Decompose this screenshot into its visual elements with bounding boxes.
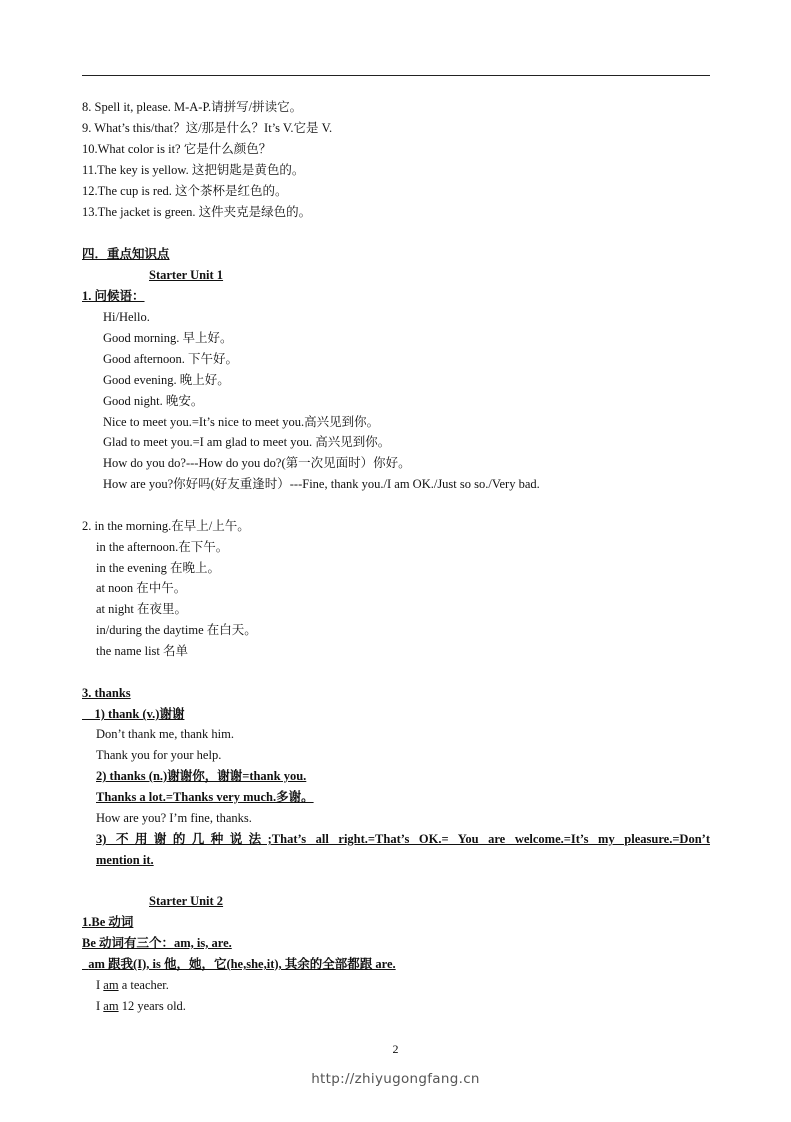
example-verb: am bbox=[103, 978, 119, 992]
example-subject: I bbox=[96, 978, 104, 992]
sentence-line-12: 12.The cup is red. 这个茶杯是红色的。 bbox=[82, 184, 288, 198]
be-verb-line: Be 动词有三个：am, is, are. bbox=[82, 936, 232, 950]
greeting-line: Glad to meet you.=I am glad to meet you. 高兴见到你。 bbox=[103, 435, 391, 449]
thanks-heading: 3. thanks bbox=[82, 686, 131, 700]
be-verb-rule bbox=[82, 956, 396, 972]
greeting-line: Good night. 晚安。 bbox=[103, 394, 204, 408]
greeting-line: How do you do?---How do you do?(第一次见面时）你好。 bbox=[103, 456, 411, 470]
time-phrase-line: at night 在夜里。 bbox=[96, 602, 187, 616]
time-phrase-line: the name list 名单 bbox=[96, 644, 188, 658]
greetings-heading: 1. 问候语： bbox=[82, 289, 145, 303]
be-verb-rule-text: am 跟我(I), is 他，她，它(he,she,it), 其余的全部都跟 are. bbox=[88, 957, 396, 971]
example-rest: 12 years old. bbox=[118, 999, 186, 1013]
greeting-line: Good morning. 早上好。 bbox=[103, 331, 233, 345]
time-phrase-line: in the afternoon.在下午。 bbox=[96, 540, 229, 554]
thanks-sub2: 2) thanks (n.)谢谢你，谢谢=thank you. bbox=[96, 769, 307, 783]
page-number: 2 bbox=[392, 1042, 399, 1056]
thanks-example: Don’t thank me, thank him. bbox=[96, 727, 234, 741]
thanks-sub2-line2: Thanks a lot.=Thanks very much.多谢。 bbox=[96, 790, 314, 804]
greeting-line: Good afternoon. 下午好。 bbox=[103, 352, 239, 366]
thanks-sub3: 3) 不用谢的几种说法;That’s all right.=That’s OK.= You are welcome.=It’s my pleasure.=Don’t bbox=[96, 832, 710, 846]
be-example bbox=[96, 977, 169, 993]
be-example bbox=[96, 998, 186, 1014]
sentence-line-8: 8. Spell it, please. M-A-P.请拼写/拼读它。 bbox=[82, 100, 303, 114]
sentence-line-10: 10.What color is it? 它是什么颜色？ bbox=[82, 142, 272, 156]
thanks-example: Thank you for your help. bbox=[96, 748, 222, 762]
footer-url: http://zhiyugongfang.cn bbox=[311, 1071, 480, 1087]
thanks-sub3-line2: mention it. bbox=[96, 853, 154, 867]
section-title: 四．重点知识点 bbox=[82, 247, 170, 261]
sentence-line-13: 13.The jacket is green. 这件夹克是绿色的。 bbox=[82, 205, 312, 219]
greeting-line: How are you?你好吗(好友重逢时）---Fine, thank you./I am OK./Just so so./Very bad. bbox=[103, 477, 540, 491]
thanks-sub1 bbox=[82, 706, 184, 722]
time-phrase-line: at noon 在中午。 bbox=[96, 581, 187, 595]
sentence-line-9: 9. What’s this/that？这/那是什么？It’s V.它是 V. bbox=[82, 121, 333, 135]
thanks-example: How are you? I’m fine, thanks. bbox=[96, 811, 252, 825]
sentence-line-11: 11.The key is yellow. 这把钥匙是黄色的。 bbox=[82, 163, 305, 177]
time-phrase-line: in the evening 在晚上。 bbox=[96, 561, 220, 575]
example-verb: am bbox=[103, 999, 119, 1013]
unit1-title: Starter Unit 1 bbox=[149, 268, 224, 282]
thanks-sub1-text: 1) thank (v.)谢谢 bbox=[94, 707, 185, 721]
header-rule bbox=[82, 75, 710, 76]
example-subject: I bbox=[96, 999, 104, 1013]
be-verb-heading: 1.Be 动词 bbox=[82, 915, 134, 929]
time-phrase-line: 2. in the morning.在早上/上午。 bbox=[82, 519, 250, 533]
greeting-line: Nice to meet you.=It’s nice to meet you.高兴见到你。 bbox=[103, 415, 380, 429]
time-phrase-line: in/during the daytime 在白天。 bbox=[96, 623, 257, 637]
example-rest: a teacher. bbox=[118, 978, 169, 992]
unit2-title: Starter Unit 2 bbox=[149, 894, 224, 908]
greeting-line: Hi/Hello. bbox=[103, 310, 150, 324]
greeting-line: Good evening. 晚上好。 bbox=[103, 373, 230, 387]
